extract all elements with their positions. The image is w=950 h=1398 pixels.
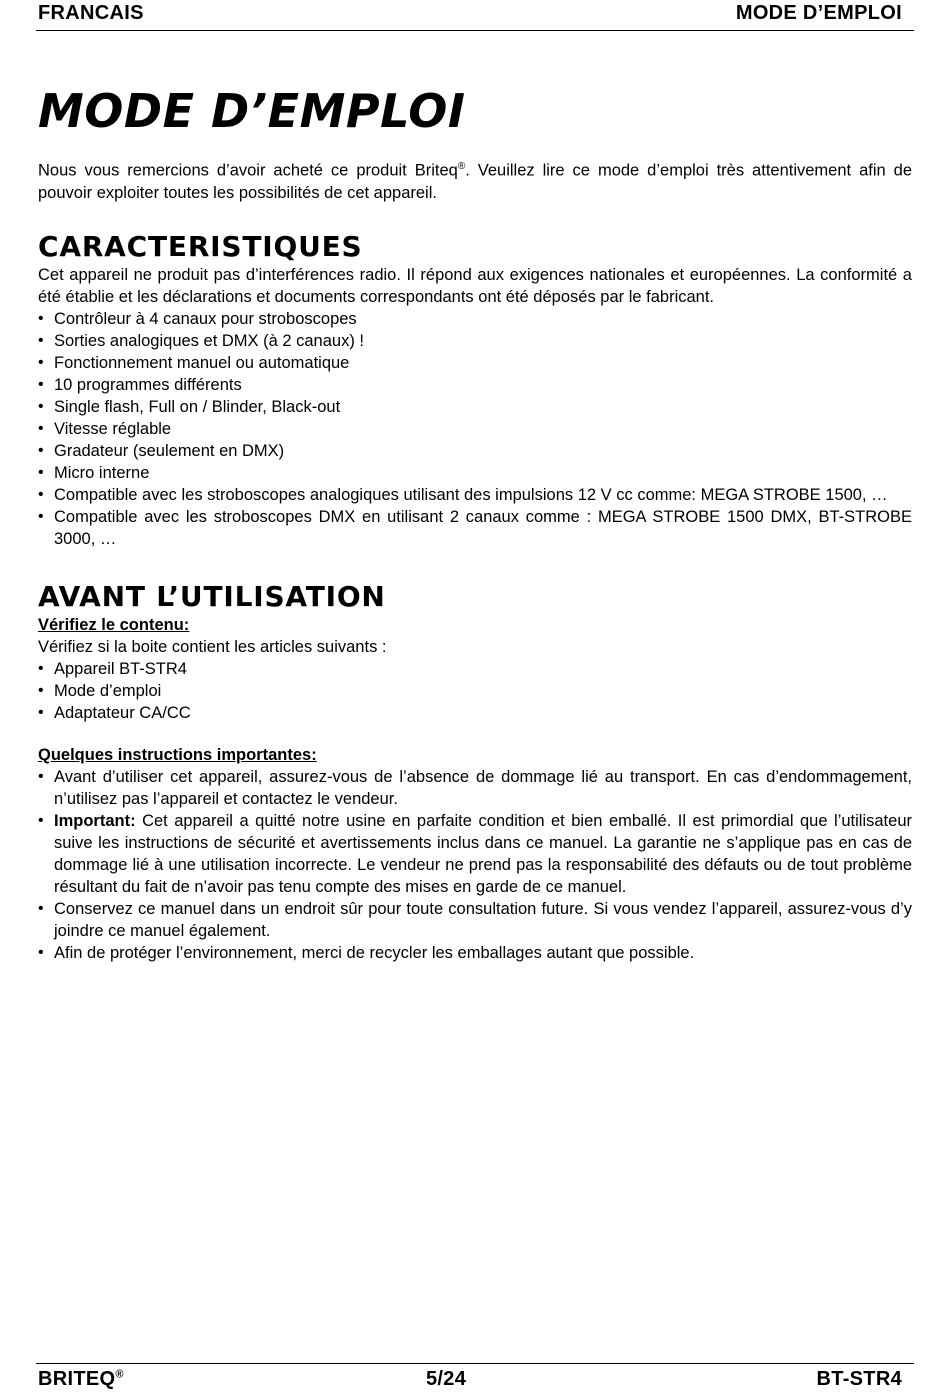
contents-text: Adaptateur CA/CC (54, 703, 191, 722)
bullet-icon: • (38, 811, 44, 829)
feature-text: Sorties analogiques et DMX (à 2 canaux) ! (54, 331, 364, 350)
feature-text: Gradateur (seulement en DMX) (54, 441, 285, 460)
bullet-icon: • (38, 375, 44, 393)
registered-mark: ® (457, 161, 466, 172)
instruction-item (38, 898, 912, 942)
page-number: 5/24 (426, 1368, 467, 1390)
footer-brand (38, 1368, 124, 1391)
subhead-contenu: Vérifiez le contenu: (38, 615, 190, 634)
header-section: MODE D’EMPLOI (735, 2, 902, 24)
bullet-icon: • (38, 397, 44, 415)
caracteristiques-paragraph: Cet appareil ne produit pas d’interférences radio. Il répond aux exigences nationales et européennes. La conformité a été établie et les déclarations et documents correspondants ont été déposés par le fabricant. (38, 265, 912, 306)
intro-text-2: . Veuillez lire ce mode d’emploi très attentivement afin de pouvoir exploiter toutes les possibilités de cet appareil. (38, 161, 912, 202)
contents-item (38, 680, 912, 702)
contents-list (38, 658, 912, 724)
bullet-icon: • (38, 353, 44, 371)
intro-paragraph (38, 156, 912, 204)
bullet-icon: • (38, 309, 44, 327)
feature-item (38, 484, 912, 506)
feature-item (38, 330, 912, 352)
feature-text: Compatible avec les stroboscopes DMX en utilisant 2 canaux comme : MEGA STROBE 1500 DMX, BT-STROBE 3000, … (54, 507, 912, 548)
instruction-text: Afin de protéger l’environnement, merci de recycler les emballages autant que possible. (54, 943, 695, 962)
instruction-item (38, 766, 912, 810)
feature-text: Vitesse réglable (54, 419, 172, 438)
instruction-text: Conservez ce manuel dans un endroit sûr pour toute consultation future. Si vous vendez l’appareil, assurez-vous d’y joindre ce manuel également. (54, 899, 912, 940)
instruction-text: Cet appareil a quitté notre usine en parfaite condition et bien emballé. Il est primordial que l’utilisateur suive les instructions de sécurité et avertissements inclus dans ce manuel. La garantie ne s’applique pas en cas de dommage lié à une utilisation incorrecte. Le vendeur ne prend pas la responsabilité des défauts ou de tout problème résultant du fait de n’avoir pas tenu compte des mises en garde de ce manuel. (54, 811, 912, 896)
bullet-icon: • (38, 507, 44, 525)
contents-item (38, 658, 912, 680)
feature-item (38, 462, 912, 484)
bullet-icon: • (38, 899, 44, 917)
bullet-icon: • (38, 943, 44, 961)
section-title-caracteristiques: CARACTERISTIQUES (38, 229, 363, 263)
feature-item (38, 396, 912, 418)
instruction-text: Avant d’utiliser cet appareil, assurez-vous de l’absence de dommage lié au transport. En cas d’endommagement, n’utilisez pas l’appareil et contactez le vendeur. (54, 767, 912, 808)
feature-item (38, 308, 912, 330)
instruction-item (38, 810, 912, 898)
bullet-icon: • (38, 485, 44, 503)
intro-text-1: Nous vous remercions d’avoir acheté ce produit Briteq (38, 161, 458, 180)
features-list (38, 308, 912, 550)
bullet-icon: • (38, 681, 44, 699)
feature-item (38, 506, 912, 550)
registered-mark: ® (115, 1368, 124, 1381)
feature-text: Compatible avec les stroboscopes analogiques utilisant des impulsions 12 V cc comme: MEGA STROBE 1500, … (54, 485, 888, 504)
page-header (36, 0, 914, 31)
header-language: FRANCAIS (38, 2, 144, 24)
feature-item (38, 418, 912, 440)
instructions-list (38, 766, 912, 964)
feature-item (38, 352, 912, 374)
bullet-icon: • (38, 659, 44, 677)
bullet-icon: • (38, 441, 44, 459)
contents-item (38, 702, 912, 724)
brand-text: BRITEQ (38, 1368, 116, 1390)
contents-text: Appareil BT-STR4 (54, 659, 187, 678)
feature-item (38, 374, 912, 396)
important-label: Important: (54, 811, 136, 830)
bullet-icon: • (38, 331, 44, 349)
feature-item (38, 440, 912, 462)
section-title-avant-utilisation: AVANT L’UTILISATION (38, 579, 386, 613)
page-title: MODE D’EMPLOI (38, 84, 466, 138)
bullet-icon: • (38, 419, 44, 437)
feature-text: Micro interne (54, 463, 150, 482)
bullet-icon: • (38, 463, 44, 481)
feature-text: Fonctionnement manuel ou automatique (54, 353, 350, 372)
instruction-item (38, 942, 912, 964)
contents-text: Mode d’emploi (54, 681, 162, 700)
footer-model: BT-STR4 (816, 1368, 902, 1390)
feature-text: Contrôleur à 4 canaux pour stroboscopes (54, 309, 357, 328)
page-content (38, 80, 912, 964)
bullet-icon: • (38, 703, 44, 721)
contenu-intro: Vérifiez si la boite contient les articles suivants : (38, 637, 387, 656)
feature-text: Single flash, Full on / Blinder, Black-out (54, 397, 341, 416)
bullet-icon: • (38, 767, 44, 785)
feature-text: 10 programmes différents (54, 375, 242, 394)
page-footer (36, 1363, 914, 1398)
subhead-instructions: Quelques instructions importantes: (38, 745, 317, 764)
